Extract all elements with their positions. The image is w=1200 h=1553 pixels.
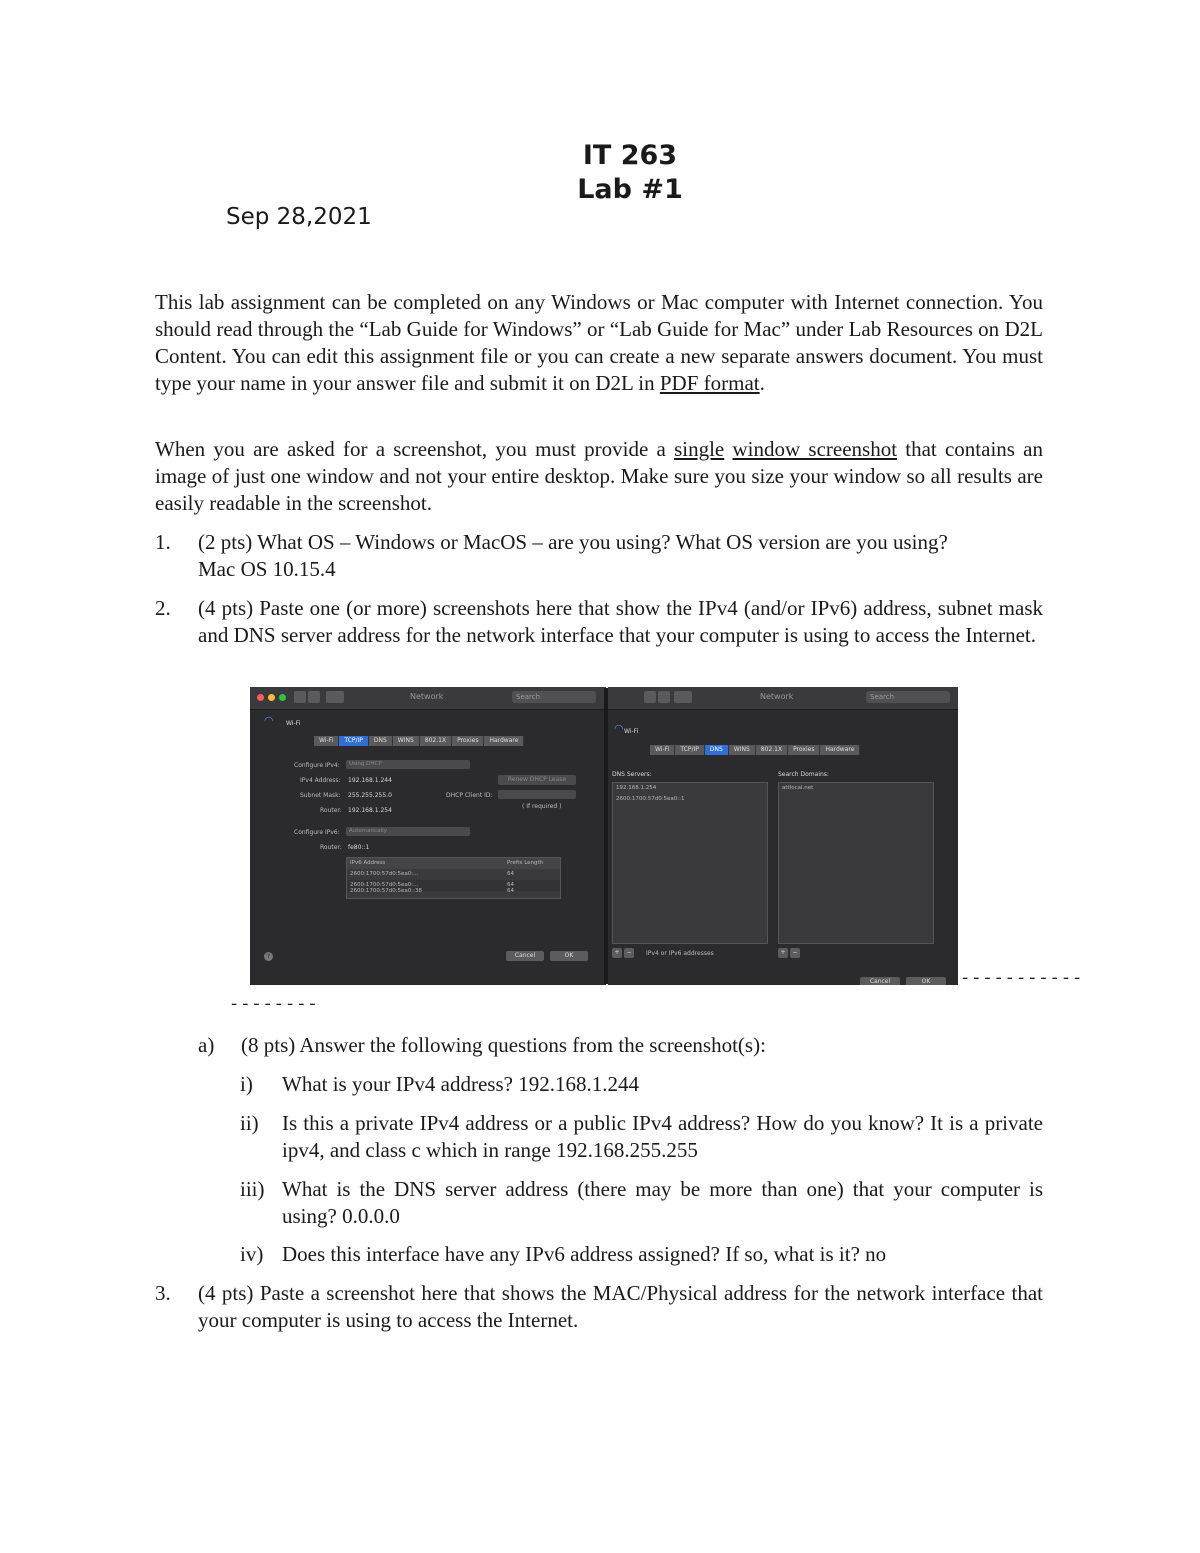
cancel-button[interactable]: Cancel — [860, 977, 900, 985]
question-2a-i — [240, 1071, 1043, 1098]
configure-ipv4-select[interactable]: Using DHCP — [346, 760, 470, 769]
question-2a-ii-number: ii) — [240, 1111, 259, 1135]
question-2a-ii — [240, 1110, 1043, 1164]
router-value: 192.168.1.254 — [348, 807, 392, 814]
question-2a-text: (8 pts) Answer the following questions from the screenshot(s): — [241, 1033, 766, 1057]
question-2a-iii — [240, 1176, 1043, 1230]
ipv6-address-cell: 2600:1700:57d0:5ea0::38 — [350, 888, 422, 894]
prefix-cell: 64 — [507, 888, 514, 894]
ipv6-router-label: Router: — [320, 844, 342, 851]
screenshot-instructions — [155, 436, 1043, 517]
configure-ipv6-select[interactable]: Automatically — [346, 827, 470, 836]
ipv6-address-cell: 2600:1700:57d0:5ea0:... — [350, 871, 419, 877]
search-field[interactable]: Search — [866, 691, 950, 703]
window-titlebar — [250, 687, 606, 710]
table-row[interactable] — [347, 886, 560, 897]
pdf-format-link[interactable]: PDF format — [659, 371, 760, 395]
instructions-text-end: that contains an image of just one window and not your entire desktop. Make sure you size your window so all results are easily readable in the screenshot. — [155, 437, 1044, 515]
remove-domain-button[interactable]: − — [790, 948, 800, 958]
search-domains-label: Search Domains: — [778, 771, 829, 778]
question-1 — [155, 529, 1043, 583]
cancel-button[interactable]: Cancel — [506, 951, 544, 961]
window-title: Network — [410, 692, 444, 701]
dns-servers-list[interactable] — [612, 782, 768, 944]
question-2a-iv-text[interactable]: Does this interface have any IPv6 address assigned? If so, what is it? no — [282, 1242, 887, 1266]
prefix-cell: 64 — [507, 882, 514, 888]
list-item[interactable]: attlocal.net — [782, 785, 814, 791]
dns-hint: IPv4 or IPv6 addresses — [646, 950, 714, 957]
question-3-number: 3. — [155, 1281, 171, 1305]
grid-view-button[interactable] — [326, 691, 344, 703]
tcpip-screenshot — [250, 687, 606, 985]
assignment-date: Sep 28,2021 — [226, 204, 372, 230]
grid-view-button[interactable] — [674, 691, 692, 703]
question-2-text: (4 pts) Paste one (or more) screenshots here that show the IPv4 (and/or IPv6) address, subnet mask and DNS server address for the network interface that your computer is using to access the Internet. — [198, 596, 1043, 647]
question-2a-ii-text[interactable]: Is this a private IPv4 address or a public IPv4 address? How do you know? It is a private ipv4, and class c which in range 192.168.255.255 — [282, 1111, 1043, 1162]
table-row[interactable] — [347, 869, 560, 880]
question-2a-iv-number: iv) — [240, 1242, 264, 1266]
interface-name: Wi-Fi — [286, 720, 301, 727]
tab-tcpip[interactable]: TCP/IP — [675, 745, 705, 755]
tab-dns[interactable]: DNS — [369, 736, 393, 746]
remove-dns-button[interactable]: − — [624, 948, 634, 958]
question-2a-iv — [240, 1241, 1043, 1268]
tab-wifi[interactable]: Wi-Fi — [314, 736, 339, 746]
add-domain-button[interactable]: + — [778, 948, 788, 958]
intro-period: . — [759, 371, 765, 395]
tab-8021x[interactable]: 802.1X — [420, 736, 452, 746]
window-title: Network — [760, 692, 794, 701]
course-title: IT 263 — [582, 140, 678, 171]
wifi-icon: ◠ — [614, 722, 624, 735]
zoom-button[interactable] — [279, 694, 286, 701]
tab-8021x[interactable]: 802.1X — [756, 745, 788, 755]
instructions-text: When you are asked for a screenshot, you must provide a — [155, 437, 675, 461]
question-2a-iii-number: iii) — [240, 1177, 265, 1201]
column-ipv6-address: IPv6 Address — [350, 860, 386, 866]
tab-tcpip[interactable]: TCP/IP — [339, 736, 369, 746]
tab-proxies[interactable]: Proxies — [788, 745, 820, 755]
renew-dhcp-button[interactable]: Renew DHCP Lease — [498, 775, 576, 785]
question-2a-number: a) — [198, 1033, 215, 1057]
dhcp-client-id-field[interactable] — [498, 790, 576, 799]
list-item[interactable]: 192.168.1.254 — [616, 785, 657, 791]
separator-dashes: ----------- — [960, 970, 1084, 989]
tab-hardware[interactable]: Hardware — [820, 745, 860, 755]
tab-wins[interactable]: WINS — [393, 736, 420, 746]
ok-button[interactable]: OK — [906, 977, 946, 985]
configure-ipv4-label: Configure IPv4: — [294, 762, 340, 769]
settings-tabs — [314, 736, 524, 746]
tab-proxies[interactable]: Proxies — [452, 736, 484, 746]
if-required-note: ( If required ) — [522, 803, 562, 810]
interface-name: Wi-Fi — [624, 728, 639, 735]
forward-button[interactable] — [658, 691, 670, 703]
settings-tabs — [650, 745, 860, 755]
question-2 — [155, 595, 1043, 649]
add-dns-button[interactable]: + — [612, 948, 622, 958]
subnet-mask-value: 255.255.255.0 — [348, 792, 392, 799]
tab-wifi[interactable]: Wi-Fi — [650, 745, 675, 755]
search-field[interactable]: Search — [512, 691, 596, 703]
ok-button[interactable]: OK — [550, 951, 588, 961]
prefix-cell: 64 — [507, 871, 514, 877]
help-icon[interactable]: ? — [264, 952, 273, 961]
separator-dashes-continued: -------- — [229, 996, 319, 1015]
ipv6-address-cell: 2600:1700:57d0:5ea0:... — [350, 882, 419, 888]
list-item[interactable]: 2600:1700:57d0:5ea0::1 — [616, 796, 685, 802]
ipv6-router-value: fe80::1 — [348, 844, 370, 851]
tab-hardware[interactable]: Hardware — [484, 736, 524, 746]
question-2a-i-number: i) — [240, 1072, 253, 1096]
search-domains-list[interactable] — [778, 782, 934, 944]
router-label: Router: — [320, 807, 342, 814]
window-titlebar — [608, 687, 958, 710]
minimize-button[interactable] — [268, 694, 275, 701]
dns-servers-label: DNS Servers: — [612, 771, 652, 778]
close-button[interactable] — [257, 694, 264, 701]
subnet-mask-label: Subnet Mask: — [300, 792, 341, 799]
tab-dns[interactable]: DNS — [705, 745, 729, 755]
intro-paragraph — [155, 289, 1043, 397]
back-button[interactable] — [294, 691, 306, 703]
intro-text: This lab assignment can be completed on any Windows or Mac computer with Internet connection. You should read through the “Lab Guide for Windows” or “Lab Guide for Mac” under Lab Resources on D2L Content. You can edit this assignment file or you can create a new separate answers document. You must type your name in your answer file and submit it on D2L in — [155, 290, 1043, 395]
question-1-answer[interactable]: Mac OS 10.15.4 — [198, 557, 336, 581]
question-2a-i-text[interactable]: What is your IPv4 address? 192.168.1.244 — [282, 1072, 639, 1096]
column-prefix-length: Prefix Length — [507, 860, 544, 866]
ipv4-address-label: IPv4 Address: — [300, 777, 341, 784]
ipv4-address-value: 192.168.1.244 — [348, 777, 392, 784]
tab-wins[interactable]: WINS — [729, 745, 756, 755]
configure-ipv6-label: Configure IPv6: — [294, 829, 340, 836]
window-screenshot-underlined: window screenshot — [732, 437, 898, 461]
question-2a-iii-text[interactable]: What is the DNS server address (there may be more than one) that your computer is using? 0.0.0.0 — [282, 1177, 1043, 1228]
question-3 — [155, 1280, 1043, 1334]
question-1-text: (2 pts) What OS – Windows or MacOS – are you using? What OS version are you using? — [198, 530, 948, 554]
question-3-text: (4 pts) Paste a screenshot here that shows the MAC/Physical address for the network interface that your computer is using to access the Internet. — [198, 1281, 1043, 1332]
question-2-number: 2. — [155, 596, 171, 620]
forward-button[interactable] — [308, 691, 320, 703]
table-header — [347, 858, 560, 869]
lab-title: Lab #1 — [577, 174, 683, 205]
question-2a — [198, 1032, 1043, 1059]
dhcp-client-id-label: DHCP Client ID: — [446, 792, 493, 799]
dns-screenshot — [608, 687, 958, 985]
question-1-number: 1. — [155, 530, 171, 554]
single-underlined: single — [674, 437, 725, 461]
back-button[interactable] — [644, 691, 656, 703]
wifi-icon: ◠ — [264, 714, 274, 727]
